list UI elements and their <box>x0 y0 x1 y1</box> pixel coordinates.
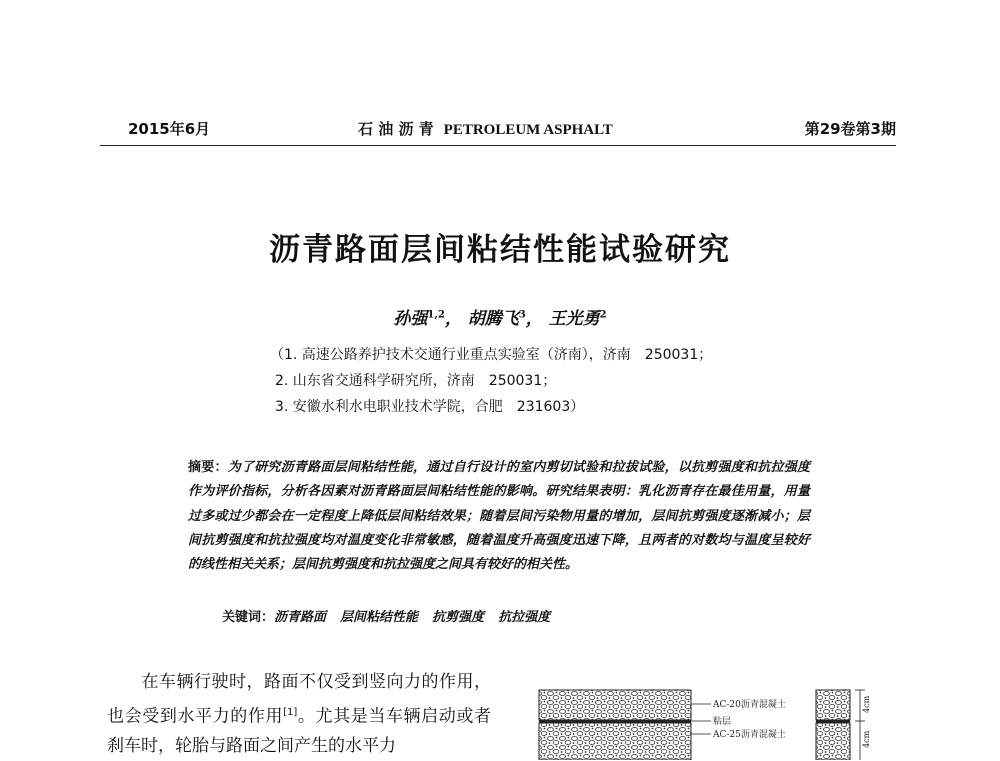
side-ac25-layer <box>816 723 850 760</box>
affiliation-1: （1. 高速公路养护技术交通行业重点实验室（济南），济南 250031； <box>270 347 713 363</box>
author-affiliation-mark: 1,2 <box>427 309 445 321</box>
citation-ref: [1] <box>283 706 298 718</box>
header-volume: 第29卷第3期 <box>804 120 896 138</box>
body-text: 。尤其是当车辆启动或者刹车时，轮胎与路面之间产生的水平力 <box>107 706 492 756</box>
author-affiliation-mark: 2 <box>599 309 607 321</box>
header-date: 2015年6月 <box>128 120 211 138</box>
author-list <box>0 304 1000 329</box>
keyword: 抗拉强度 <box>498 610 551 625</box>
keyword: 层间粘结性能 <box>340 610 419 625</box>
journal-name-en: PETROLEUM ASPHALT <box>443 122 613 138</box>
affiliation-2: 2. 山东省交通科学研究所，济南 250031； <box>275 373 557 389</box>
keywords-label: 关键词： <box>222 610 275 625</box>
abstract-label: 摘要： <box>188 460 228 475</box>
specimen-front-view <box>539 690 691 760</box>
header-rule <box>100 145 896 146</box>
abstract-text: 为了研究沥青路面层间粘结性能，通过自行设计的室内剪切试验和拉拔试验，以抗剪强度和抗拉强度作为评价指标，分析各因素对沥青路面层间粘结性能的影响。研究结果表明：乳化沥青存在最佳用量，用量过多或过少都会在一定程度上降低层间粘结效果；随着层间污染物用量的增加，层间抗剪强度逐渐减小；层间抗剪强度和抗拉强度均对温度变化非常敏感，随着温度升高强度迅速下降，且两者的对数均与温度呈较好的线性相关关系；层间抗剪强度和抗拉强度之间具有较好的相关性。 <box>188 460 810 573</box>
author-separator: ， <box>525 309 543 329</box>
author-name: 孙强 <box>393 309 428 329</box>
layer-structure-figure <box>535 682 880 760</box>
keyword: 抗剪强度 <box>432 610 485 625</box>
ac20-layer <box>539 690 691 720</box>
author-separator: ， <box>444 309 462 329</box>
body-text: 在车辆行驶时，路面不仅受到竖向力的作用，也会受到水平力的作用 <box>107 672 491 727</box>
layer-label: AC-25沥青混凝土 <box>713 730 786 740</box>
layer-label: AC-20沥青混凝土 <box>713 700 786 710</box>
dimension-label: 4cm <box>862 730 871 748</box>
affiliation-3: 3. 安徽水利水电职业技术学院，合肥 231603） <box>275 399 585 415</box>
paper-title: 沥青路面层间粘结性能试验研究 <box>269 232 731 268</box>
author-name: 胡腾飞 <box>467 309 519 329</box>
keywords <box>222 606 564 625</box>
side-ac20-layer <box>816 690 850 720</box>
abstract <box>188 456 810 577</box>
author-affiliation-mark: 3 <box>518 309 526 321</box>
journal-name-cn: 石 油 沥 青 <box>358 120 434 138</box>
dimension-label: 4cm <box>862 695 871 713</box>
layer-label: 粘层 <box>713 717 732 727</box>
specimen-side-view <box>816 690 850 760</box>
ac25-layer <box>539 723 691 760</box>
body-paragraph <box>107 668 491 761</box>
header-journal <box>358 118 658 139</box>
author-name: 王光勇 <box>548 309 600 329</box>
keyword: 沥青路面 <box>274 610 327 625</box>
